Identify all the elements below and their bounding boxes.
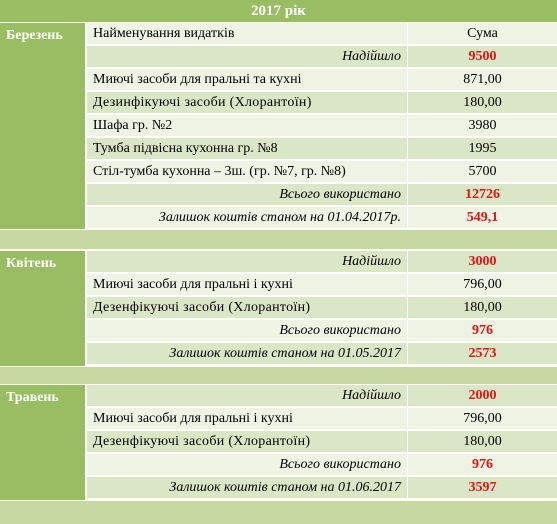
total-value: 976: [472, 322, 493, 338]
month-label-march: Березень: [0, 23, 86, 229]
balance-label: Залишок коштів станом на 01.06.2017: [87, 477, 408, 498]
item-sum: 180,00: [463, 433, 502, 449]
balance-value: 3597: [468, 479, 497, 495]
item-sum: 871,00: [463, 71, 502, 87]
total-row: [87, 320, 557, 342]
received-label: Надійшло: [87, 251, 408, 272]
section-divider: [0, 500, 557, 524]
item-name: Миючі засоби для пральні та кухні: [87, 69, 408, 90]
item-sum: 5700: [468, 163, 497, 179]
item-name: Стіл-тумба кухонна – 3ш. (гр. №7, гр. №8): [87, 161, 408, 182]
balance-label: Залишок коштів станом на 01.04.2017р.: [87, 207, 408, 228]
total-value: 12726: [465, 186, 500, 202]
item-sum: 3980: [468, 117, 497, 133]
item-sum: 180,00: [463, 94, 502, 110]
table-row: [87, 161, 557, 183]
received-value: 3000: [468, 253, 497, 269]
balance-label: Залишок коштів станом на 01.05.2017: [87, 343, 408, 364]
table-row: [87, 431, 557, 453]
balance-row: [87, 343, 557, 365]
item-sum: 796,00: [463, 410, 502, 426]
table-title: 2017 рік: [0, 0, 557, 23]
month-label-may: Травень: [0, 385, 86, 500]
item-sum: 180,00: [463, 299, 502, 315]
total-row: [87, 184, 557, 206]
item-name: Дезинфікуючі засоби (Хлорантоїн): [87, 92, 408, 113]
table-row: [87, 408, 557, 430]
item-sum: 796,00: [463, 276, 502, 292]
received-row: [87, 46, 557, 68]
total-label: Всього використано: [87, 454, 408, 475]
balance-row: [87, 207, 557, 229]
table-row: [87, 274, 557, 296]
balance-value: 549,1: [466, 209, 499, 225]
table-row: [87, 297, 557, 319]
total-label: Всього використано: [87, 184, 408, 205]
item-name: Миючі засоби для пральні і кухні: [87, 408, 408, 429]
received-label: Надійшло: [87, 46, 408, 67]
total-row: [87, 454, 557, 476]
received-row: [87, 251, 557, 273]
column-header-sum: Сума: [467, 25, 498, 41]
received-label: Надійшло: [87, 385, 408, 406]
item-name: Шафа гр. №2: [87, 115, 408, 136]
balance-row: [87, 477, 557, 499]
table-header-row: [87, 23, 557, 45]
table-row: [87, 69, 557, 91]
table-row: [87, 138, 557, 160]
received-value: 2000: [468, 387, 497, 403]
column-header-name: Найменування видатків: [87, 23, 408, 44]
item-name: Дезенфікуючі засоби (Хлорантоїн): [87, 431, 408, 452]
month-label-april: Квітень: [0, 251, 86, 366]
received-value: 9500: [468, 48, 497, 64]
total-value: 976: [472, 456, 493, 472]
table-row: [87, 92, 557, 114]
item-sum: 1995: [468, 140, 497, 156]
item-name: Дезенфікуючі засоби (Хлорантоїн): [87, 297, 408, 318]
item-name: Миючі засоби для пральні і кухні: [87, 274, 408, 295]
section-divider: [0, 366, 557, 385]
table-row: [87, 115, 557, 137]
item-name: Тумба підвісна кухонна гр. №8: [87, 138, 408, 159]
section-divider: [0, 229, 557, 250]
balance-value: 2573: [468, 345, 497, 361]
total-label: Всього використано: [87, 320, 408, 341]
received-row: [87, 385, 557, 407]
